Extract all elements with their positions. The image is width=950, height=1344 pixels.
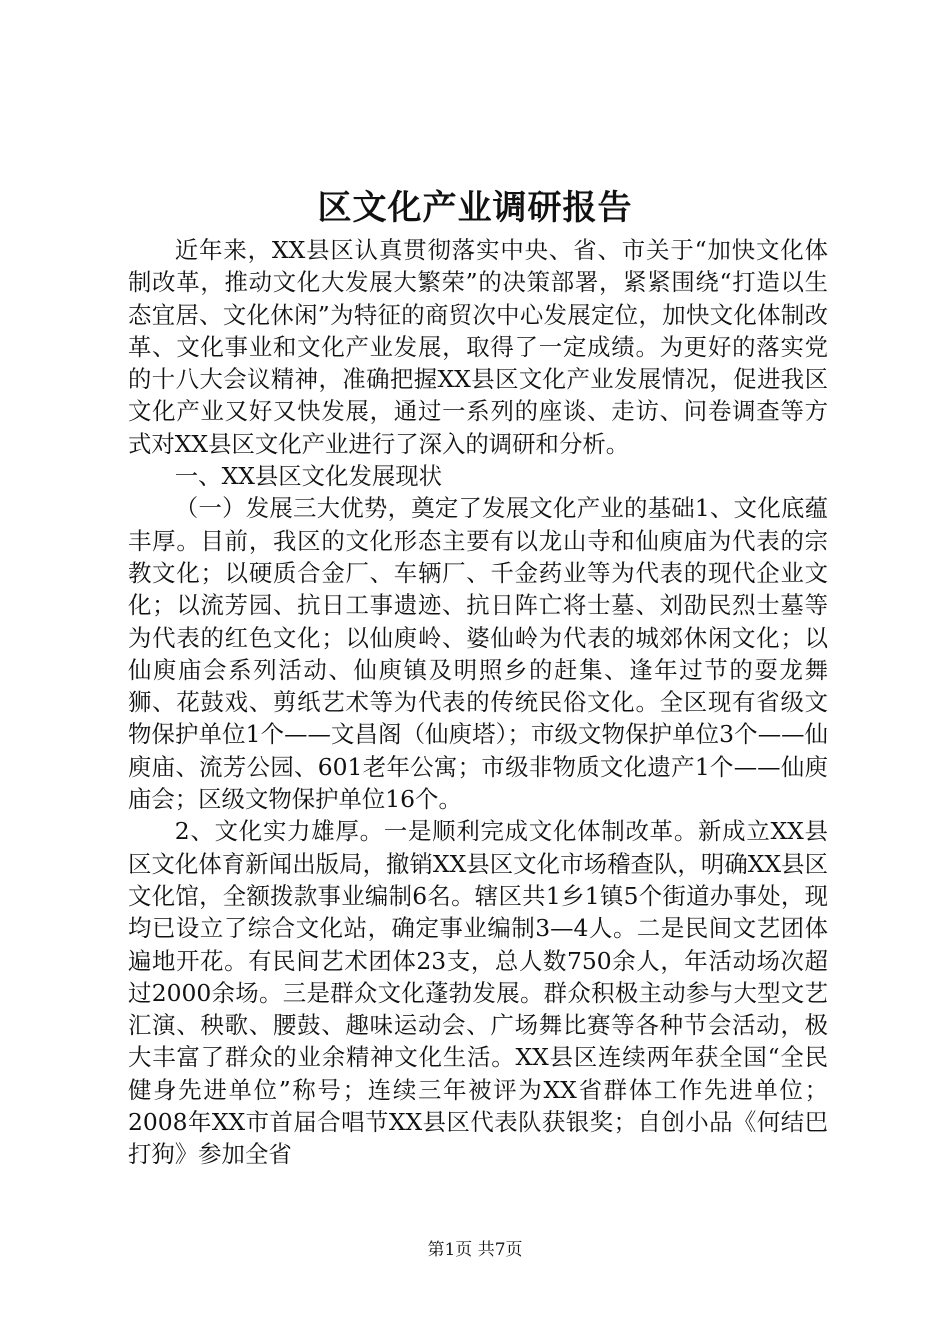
section-heading-1: 一、XX县区文化发展现状: [174, 462, 443, 491]
body-paragraph-culture-heritage: （一）发展三大优势，奠定了发展文化产业的基础1、文化底蕴丰厚。目前，我区的文化形态主要有以龙山寺和仙庾庙为代表的宗教文化；以硬质合金厂、车辆厂、千金药业等为代表的现代企业文化；以流芳园、抗日工事遗迹、抗日阵亡将士墓、刘劭民烈士墓等为代表的红色文化；以仙庾岭、婆仙岭为代表的城郊休闲文化；以仙庾庙会系列活动、仙庾镇及明照乡的赶集、逢年过节的耍龙舞狮、花鼓戏、剪纸艺术等为代表的传统民俗文化。全区现有省级文物保护单位1个——文昌阁（仙庾塔）；市级文物保护单位3个——仙庾庙、流芳公园、601老年公寓；市级非物质文化遗产1个——仙庾庙会；区级文物保护单位16个。: [128, 494, 828, 814]
body-paragraph-intro: 近年来，XX县区认真贯彻落实中央、省、市关于“加快文化体制改革，推动文化大发展大繁荣”的决策部署，紧紧围绕“打造以生态宜居、文化休闲”为特征的商贸次中心发展定位，加快文化体制改革、文化事业和文化产业发展，取得了一定成绩。为更好的落实党的十八大会议精神，准确把握XX县区文化产业发展情况，促进我区文化产业又好又快发展，通过一系列的座谈、走访、问卷调查等方式对XX县区文化产业进行了深入的调研和分析。: [128, 236, 828, 458]
body-paragraph-culture-strength: 2、文化实力雄厚。一是顺利完成文化体制改革。新成立XX县区文化体育新闻出版局，撤销XX县区文化市场稽查队，明确XX县区文化馆，全额拨款事业编制6名。辖区共1乡1镇5个街道办事处，现均已设立了综合文化站，确定事业编制3—4人。二是民间文艺团体遍地开花。有民间艺术团体23支，总人数750余人，年活动场次超过2000余场。三是群众文化蓬勃发展。群众积极主动参与大型文艺汇演、秧歌、腰鼓、趣味运动会、广场舞比赛等各种节会活动，极大丰富了群众的业余精神文化生活。XX县区连续两年获全国“全民健身先进单位”称号；连续三年被评为XX省群体工作先进单位；2008年XX市首届合唱节XX县区代表队获银奖；自创小品《何结巴打狗》参加全省: [128, 817, 828, 1169]
page-number-footer: 第1页 共7页: [427, 1240, 523, 1260]
document-body: [128, 234, 828, 1171]
document-title: 区文化产业调研报告: [317, 188, 633, 228]
